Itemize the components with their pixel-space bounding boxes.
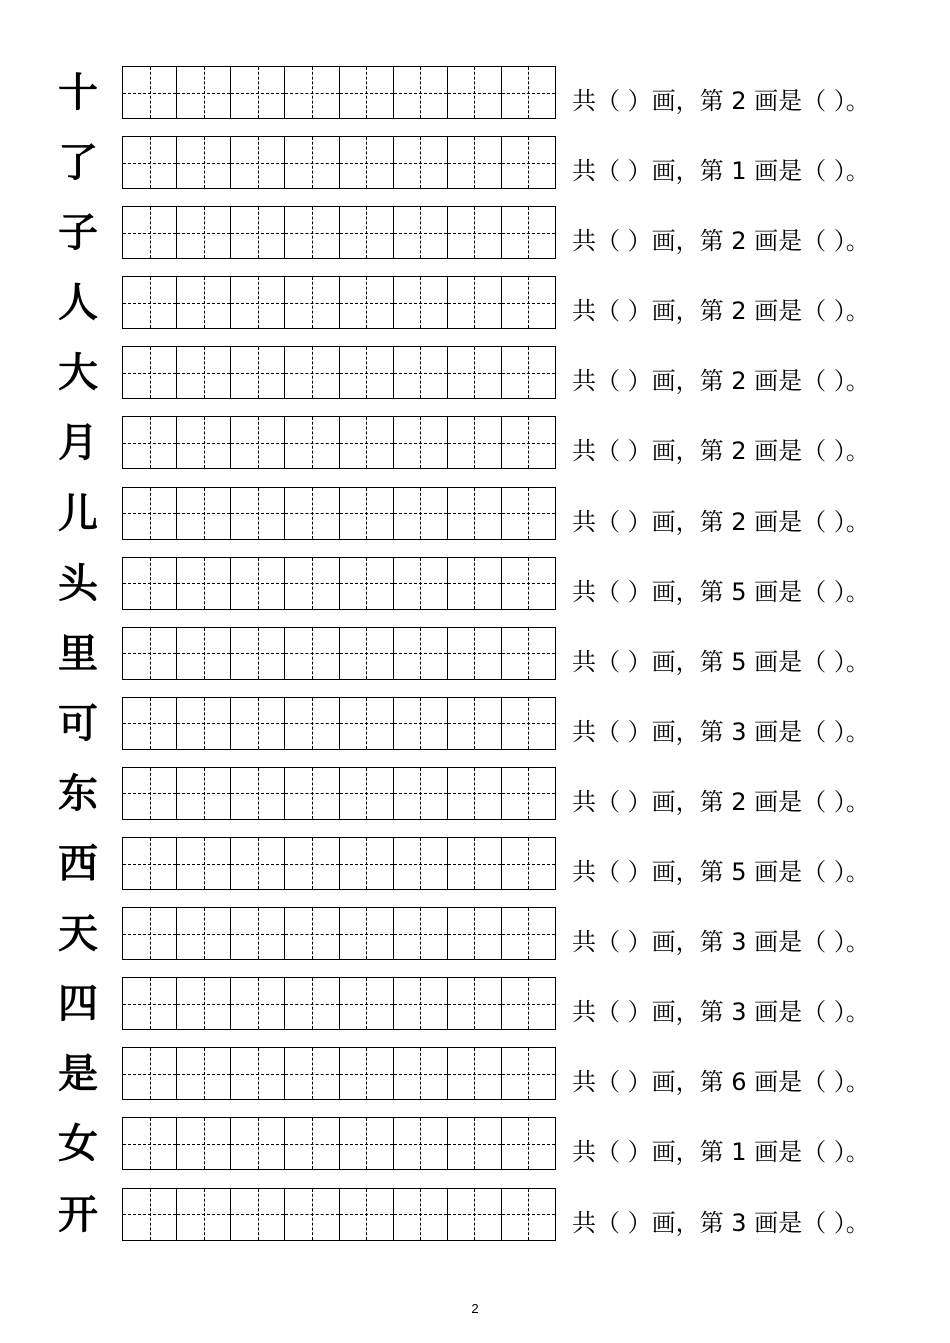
tian-zi-ge-cell[interactable] (340, 768, 394, 819)
tian-zi-ge-cell[interactable] (177, 1189, 231, 1240)
practice-row (0, 416, 950, 469)
tian-zi-ge-cell[interactable] (231, 908, 285, 959)
tian-zi-ge-cell[interactable] (285, 417, 339, 468)
tian-zi-ge-cell[interactable] (231, 1189, 285, 1240)
writing-grid[interactable] (122, 907, 556, 960)
tian-zi-ge-cell[interactable] (340, 207, 394, 258)
tian-zi-ge-cell[interactable] (285, 838, 339, 889)
stroke-question: 共（ ）画，第 2 画是（ ）。 (572, 297, 870, 326)
target-character: 西 (58, 840, 98, 888)
tian-zi-ge-cell[interactable] (285, 698, 339, 749)
tian-zi-ge-cell[interactable] (394, 698, 448, 749)
tian-zi-ge-cell[interactable] (123, 698, 177, 749)
writing-grid[interactable] (122, 837, 556, 890)
tian-zi-ge-cell[interactable] (285, 768, 339, 819)
tian-zi-ge-cell[interactable] (123, 908, 177, 959)
tian-zi-ge-cell[interactable] (177, 978, 231, 1029)
stroke-question: 共（ ）画，第 2 画是（ ）。 (572, 507, 870, 536)
tian-zi-ge-cell[interactable] (448, 1048, 502, 1099)
tian-zi-ge-cell[interactable] (231, 207, 285, 258)
tian-zi-ge-cell[interactable] (340, 558, 394, 609)
tian-zi-ge-cell[interactable] (394, 347, 448, 398)
tian-zi-ge-cell[interactable] (340, 628, 394, 679)
tian-zi-ge-cell[interactable] (394, 908, 448, 959)
tian-zi-ge-cell[interactable] (502, 347, 555, 398)
writing-grid[interactable] (122, 767, 556, 820)
tian-zi-ge-cell[interactable] (231, 347, 285, 398)
tian-zi-ge-cell[interactable] (340, 417, 394, 468)
tian-zi-ge-cell[interactable] (123, 67, 177, 118)
tian-zi-ge-cell[interactable] (448, 978, 502, 1029)
worksheet (0, 66, 950, 1258)
practice-row (0, 697, 950, 750)
practice-row (0, 1117, 950, 1170)
target-character: 十 (58, 69, 98, 116)
practice-row (0, 837, 950, 890)
tian-zi-ge-cell[interactable] (177, 628, 231, 679)
tian-zi-ge-cell[interactable] (502, 277, 555, 328)
tian-zi-ge-cell[interactable] (448, 558, 502, 609)
practice-row (0, 1188, 950, 1241)
tian-zi-ge-cell[interactable] (123, 417, 177, 468)
target-character: 子 (58, 209, 98, 257)
writing-grid[interactable] (122, 136, 556, 189)
writing-grid[interactable] (122, 1047, 556, 1100)
writing-grid[interactable] (122, 557, 556, 610)
target-character: 人 (58, 279, 98, 327)
target-character: 月 (58, 419, 98, 467)
tian-zi-ge-cell[interactable] (123, 558, 177, 609)
tian-zi-ge-cell[interactable] (394, 628, 448, 679)
practice-row (0, 977, 950, 1030)
tian-zi-ge-cell[interactable] (394, 768, 448, 819)
tian-zi-ge-cell[interactable] (285, 1048, 339, 1099)
tian-zi-ge-cell[interactable] (177, 207, 231, 258)
tian-zi-ge-cell[interactable] (394, 1118, 448, 1169)
target-character: 四 (58, 980, 98, 1028)
target-character: 大 (58, 349, 98, 397)
tian-zi-ge-cell[interactable] (448, 137, 502, 188)
tian-zi-ge-cell[interactable] (123, 1118, 177, 1169)
practice-row (0, 907, 950, 960)
tian-zi-ge-cell[interactable] (123, 768, 177, 819)
practice-row (0, 557, 950, 610)
tian-zi-ge-cell[interactable] (285, 1118, 339, 1169)
tian-zi-ge-cell[interactable] (177, 488, 231, 539)
stroke-question: 共（ ）画，第 2 画是（ ）。 (572, 87, 870, 115)
tian-zi-ge-cell[interactable] (394, 978, 448, 1029)
tian-zi-ge-cell[interactable] (448, 417, 502, 468)
tian-zi-ge-cell[interactable] (177, 908, 231, 959)
tian-zi-ge-cell[interactable] (394, 1048, 448, 1099)
stroke-question: 共（ ）画，第 1 画是（ ）。 (572, 1138, 870, 1167)
tian-zi-ge-cell[interactable] (502, 137, 555, 188)
tian-zi-ge-cell[interactable] (502, 1189, 555, 1240)
tian-zi-ge-cell[interactable] (177, 768, 231, 819)
practice-row (0, 627, 950, 680)
tian-zi-ge-cell[interactable] (502, 558, 555, 609)
practice-row (0, 136, 950, 189)
target-character: 是 (58, 1050, 98, 1098)
tian-zi-ge-cell[interactable] (502, 838, 555, 889)
tian-zi-ge-cell[interactable] (285, 277, 339, 328)
tian-zi-ge-cell[interactable] (448, 277, 502, 328)
target-character: 开 (58, 1190, 98, 1238)
tian-zi-ge-cell[interactable] (394, 417, 448, 468)
tian-zi-ge-cell[interactable] (123, 1189, 177, 1240)
writing-grid[interactable] (122, 346, 556, 399)
tian-zi-ge-cell[interactable] (177, 277, 231, 328)
stroke-question: 共（ ）画，第 5 画是（ ）。 (572, 858, 870, 887)
tian-zi-ge-cell[interactable] (394, 207, 448, 258)
tian-zi-ge-cell[interactable] (123, 277, 177, 328)
tian-zi-ge-cell[interactable] (448, 698, 502, 749)
tian-zi-ge-cell[interactable] (123, 1048, 177, 1099)
tian-zi-ge-cell[interactable] (502, 207, 555, 258)
tian-zi-ge-cell[interactable] (231, 137, 285, 188)
target-character: 头 (58, 559, 98, 607)
practice-row (0, 276, 950, 329)
tian-zi-ge-cell[interactable] (231, 978, 285, 1029)
tian-zi-ge-cell[interactable] (285, 488, 339, 539)
tian-zi-ge-cell[interactable] (448, 1118, 502, 1169)
target-character: 可 (58, 699, 98, 747)
tian-zi-ge-cell[interactable] (340, 277, 394, 328)
tian-zi-ge-cell[interactable] (448, 67, 502, 118)
tian-zi-ge-cell[interactable] (340, 347, 394, 398)
stroke-question: 共（ ）画，第 3 画是（ ）。 (572, 998, 870, 1027)
tian-zi-ge-cell[interactable] (123, 978, 177, 1029)
tian-zi-ge-cell[interactable] (123, 347, 177, 398)
tian-zi-ge-cell[interactable] (177, 838, 231, 889)
tian-zi-ge-cell[interactable] (285, 628, 339, 679)
tian-zi-ge-cell[interactable] (394, 1189, 448, 1240)
tian-zi-ge-cell[interactable] (448, 488, 502, 539)
tian-zi-ge-cell[interactable] (394, 137, 448, 188)
target-character: 天 (58, 910, 98, 958)
target-character: 东 (58, 769, 98, 817)
tian-zi-ge-cell[interactable] (502, 698, 555, 749)
tian-zi-ge-cell[interactable] (340, 978, 394, 1029)
stroke-question: 共（ ）画，第 3 画是（ ）。 (572, 717, 870, 746)
tian-zi-ge-cell[interactable] (502, 628, 555, 679)
tian-zi-ge-cell[interactable] (502, 417, 555, 468)
tian-zi-ge-cell[interactable] (502, 67, 555, 118)
target-character: 里 (58, 629, 98, 677)
tian-zi-ge-cell[interactable] (285, 1189, 339, 1240)
tian-zi-ge-cell[interactable] (448, 1189, 502, 1240)
tian-zi-ge-cell[interactable] (448, 347, 502, 398)
tian-zi-ge-cell[interactable] (177, 698, 231, 749)
stroke-question: 共（ ）画，第 2 画是（ ）。 (572, 367, 870, 396)
tian-zi-ge-cell[interactable] (123, 628, 177, 679)
tian-zi-ge-cell[interactable] (394, 277, 448, 328)
tian-zi-ge-cell[interactable] (123, 488, 177, 539)
tian-zi-ge-cell[interactable] (340, 1118, 394, 1169)
target-character: 了 (58, 139, 98, 187)
tian-zi-ge-cell[interactable] (448, 628, 502, 679)
tian-zi-ge-cell[interactable] (231, 488, 285, 539)
tian-zi-ge-cell[interactable] (231, 768, 285, 819)
writing-grid[interactable] (122, 627, 556, 680)
tian-zi-ge-cell[interactable] (448, 908, 502, 959)
tian-zi-ge-cell[interactable] (394, 488, 448, 539)
tian-zi-ge-cell[interactable] (177, 1048, 231, 1099)
tian-zi-ge-cell[interactable] (285, 558, 339, 609)
tian-zi-ge-cell[interactable] (285, 207, 339, 258)
writing-grid[interactable] (122, 1117, 556, 1170)
tian-zi-ge-cell[interactable] (340, 908, 394, 959)
tian-zi-ge-cell[interactable] (231, 67, 285, 118)
practice-row (0, 767, 950, 820)
tian-zi-ge-cell[interactable] (502, 1048, 555, 1099)
tian-zi-ge-cell[interactable] (285, 67, 339, 118)
tian-zi-ge-cell[interactable] (177, 137, 231, 188)
tian-zi-ge-cell[interactable] (502, 488, 555, 539)
tian-zi-ge-cell[interactable] (340, 67, 394, 118)
writing-grid[interactable] (122, 276, 556, 329)
tian-zi-ge-cell[interactable] (231, 417, 285, 468)
writing-grid[interactable] (122, 977, 556, 1030)
stroke-question: 共（ ）画，第 2 画是（ ）。 (572, 437, 870, 466)
practice-row (0, 346, 950, 399)
stroke-question: 共（ ）画，第 5 画是（ ）。 (572, 577, 870, 606)
tian-zi-ge-cell[interactable] (231, 838, 285, 889)
tian-zi-ge-cell[interactable] (177, 347, 231, 398)
tian-zi-ge-cell[interactable] (285, 978, 339, 1029)
tian-zi-ge-cell[interactable] (340, 137, 394, 188)
tian-zi-ge-cell[interactable] (285, 908, 339, 959)
tian-zi-ge-cell[interactable] (340, 488, 394, 539)
stroke-question: 共（ ）画，第 3 画是（ ）。 (572, 1208, 870, 1237)
tian-zi-ge-cell[interactable] (502, 978, 555, 1029)
tian-zi-ge-cell[interactable] (394, 558, 448, 609)
tian-zi-ge-cell[interactable] (231, 1118, 285, 1169)
tian-zi-ge-cell[interactable] (177, 67, 231, 118)
stroke-question: 共（ ）画，第 6 画是（ ）。 (572, 1068, 870, 1097)
stroke-question: 共（ ）画，第 2 画是（ ）。 (572, 787, 870, 816)
target-character: 儿 (58, 489, 98, 537)
stroke-question: 共（ ）画，第 3 画是（ ）。 (572, 928, 870, 957)
writing-grid[interactable] (122, 206, 556, 259)
tian-zi-ge-cell[interactable] (231, 558, 285, 609)
tian-zi-ge-cell[interactable] (502, 1118, 555, 1169)
tian-zi-ge-cell[interactable] (502, 768, 555, 819)
tian-zi-ge-cell[interactable] (177, 417, 231, 468)
tian-zi-ge-cell[interactable] (285, 137, 339, 188)
tian-zi-ge-cell[interactable] (340, 1189, 394, 1240)
tian-zi-ge-cell[interactable] (231, 628, 285, 679)
tian-zi-ge-cell[interactable] (177, 558, 231, 609)
tian-zi-ge-cell[interactable] (123, 137, 177, 188)
writing-grid[interactable] (122, 487, 556, 540)
tian-zi-ge-cell[interactable] (177, 1118, 231, 1169)
tian-zi-ge-cell[interactable] (502, 908, 555, 959)
tian-zi-ge-cell[interactable] (448, 768, 502, 819)
writing-grid[interactable] (122, 697, 556, 750)
writing-grid[interactable] (122, 416, 556, 469)
practice-row (0, 487, 950, 540)
writing-grid[interactable] (122, 1188, 556, 1241)
target-character: 女 (58, 1120, 98, 1168)
tian-zi-ge-cell[interactable] (340, 1048, 394, 1099)
tian-zi-ge-cell[interactable] (448, 207, 502, 258)
practice-row (0, 1047, 950, 1100)
practice-row (0, 206, 950, 259)
tian-zi-ge-cell[interactable] (123, 838, 177, 889)
tian-zi-ge-cell[interactable] (231, 1048, 285, 1099)
stroke-question: 共（ ）画，第 1 画是（ ）。 (572, 157, 870, 186)
tian-zi-ge-cell[interactable] (285, 347, 339, 398)
writing-grid[interactable] (122, 66, 556, 119)
stroke-question: 共（ ）画，第 5 画是（ ）。 (572, 647, 870, 676)
tian-zi-ge-cell[interactable] (231, 277, 285, 328)
practice-row (0, 66, 950, 119)
tian-zi-ge-cell[interactable] (340, 838, 394, 889)
stroke-question: 共（ ）画，第 2 画是（ ）。 (572, 227, 870, 256)
tian-zi-ge-cell[interactable] (448, 838, 502, 889)
tian-zi-ge-cell[interactable] (340, 698, 394, 749)
tian-zi-ge-cell[interactable] (394, 838, 448, 889)
tian-zi-ge-cell[interactable] (123, 207, 177, 258)
tian-zi-ge-cell[interactable] (231, 698, 285, 749)
page-number: 2 (471, 1301, 479, 1316)
tian-zi-ge-cell[interactable] (394, 67, 448, 118)
